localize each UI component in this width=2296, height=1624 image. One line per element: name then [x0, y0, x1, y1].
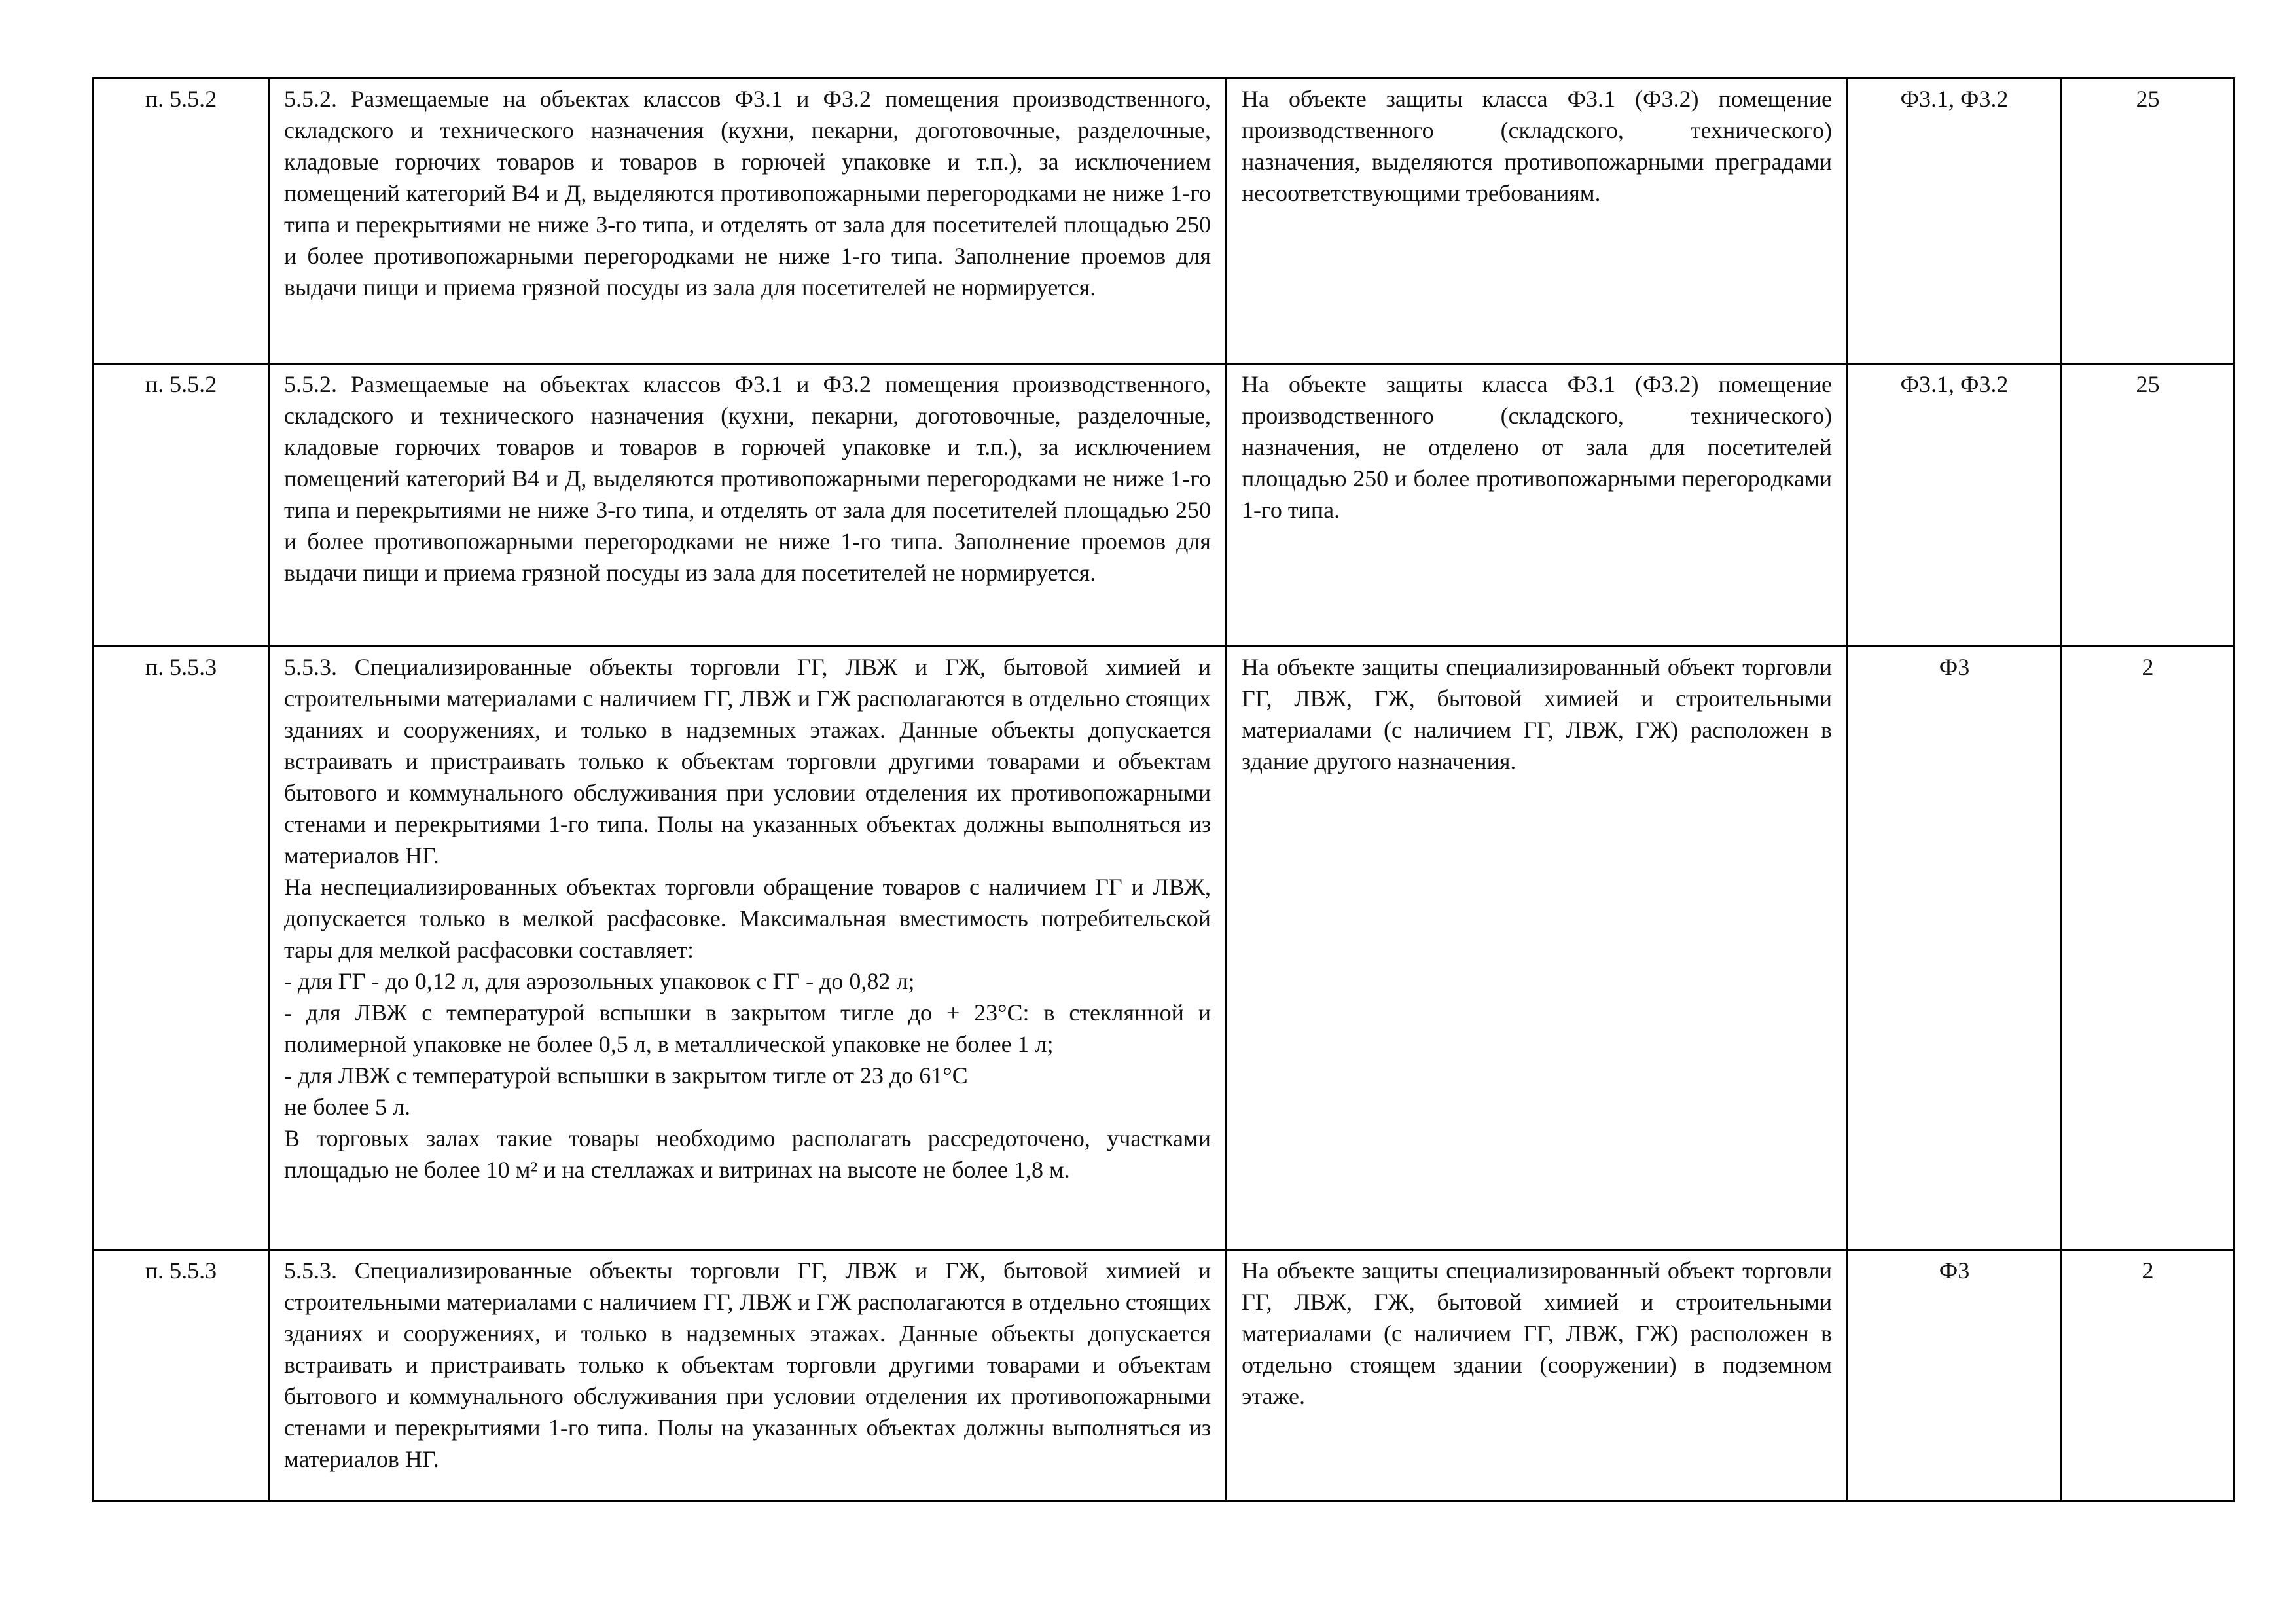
clause-reference: п. 5.5.2 — [94, 79, 269, 364]
requirement-text — [269, 1250, 1227, 1502]
clause-reference: п. 5.5.2 — [94, 364, 269, 647]
object-class: Ф3.1, Ф3.2 — [1848, 364, 2062, 647]
requirement-paragraph: - для ЛВЖ с температурой вспышки в закрытом тигле до + 23°С: в стеклянной и полимерной упаковке не более 0,5 л, в металлической упаковке не более 1 л; — [284, 1000, 1211, 1057]
requirement-paragraph: 5.5.3. Специализированные объекты торговли ГГ, ЛВЖ и ГЖ, бытовой химией и строительными материалами с наличием ГГ, ЛВЖ и ГЖ располагаются в отдельно стоящих зданиях и сооружениях, и только в надземных этажах. Данные объекты допускается встраивать и пристраивать только к объектам торговли другими товарами и объектам бытового и коммунального обслуживания при условии отделения их противопожарными стенами и перекрытиями 1-го типа. Полы на указанных объектах должны выполняться из материалов НГ. — [284, 1257, 1211, 1472]
risk-points: 2 — [2062, 1250, 2234, 1502]
requirement-paragraph: 5.5.2. Размещаемые на объектах классов Ф3.1 и Ф3.2 помещения производственного, складского и технического назначения (кухни, пекарни, доготовочные, разделочные, кладовые горючих товаров и товаров в горючей упаковке и т.п.), за исключением помещений категорий В4 и Д, выделяются противопожарными перегородками не ниже 1-го типа и перекрытиями не ниже 3-го типа, и отделять от зала для посетителей площадью 250 и более противопожарными перегородками не ниже 1-го типа. Заполнение проемов для выдачи пищи и приема грязной посуды из зала для посетителей не нормируется. — [284, 86, 1211, 300]
requirement-text — [269, 364, 1227, 647]
clause-reference: п. 5.5.3 — [94, 1250, 269, 1502]
object-class: Ф3.1, Ф3.2 — [1848, 79, 2062, 364]
table-row — [94, 79, 2234, 364]
requirement-paragraph: - для ЛВЖ с температурой вспышки в закрытом тигле от 23 до 61°С — [284, 1062, 968, 1089]
requirement-paragraph: не более 5 л. — [284, 1094, 410, 1120]
requirement-text — [269, 79, 1227, 364]
clause-reference: п. 5.5.3 — [94, 647, 269, 1250]
requirement-paragraph: 5.5.2. Размещаемые на объектах классов Ф3.1 и Ф3.2 помещения производственного, складского и технического назначения (кухни, пекарни, доготовочные, разделочные, кладовые горючих товаров и товаров в горючей упаковке и т.п.), за исключением помещений категорий В4 и Д, выделяются противопожарными перегородками не ниже 1-го типа и перекрытиями не ниже 3-го типа, и отделять от зала для посетителей площадью 250 и более противопожарными перегородками не ниже 1-го типа. Заполнение проемов для выдачи пищи и приема грязной посуды из зала для посетителей не нормируется. — [284, 371, 1211, 586]
requirement-text — [269, 647, 1227, 1250]
risk-points: 2 — [2062, 647, 2234, 1250]
requirement-paragraph: - для ГГ - до 0,12 л, для аэрозольных упаковок с ГГ - до 0,82 л; — [284, 968, 915, 994]
object-class: Ф3 — [1848, 647, 2062, 1250]
requirement-paragraph: В торговых залах такие товары необходимо располагать рассредоточено, участками площадью не более 10 м² и на стеллажах и витринах на высоте не более 1,8 м. — [284, 1125, 1211, 1183]
violation-description: На объекте защиты специализированный объект торговли ГГ, ЛВЖ, ГЖ, бытовой химией и строительными материалами (с наличием ГГ, ЛВЖ, ГЖ) расположен в здание другого назначения. — [1227, 647, 1848, 1250]
table-row — [94, 647, 2234, 1250]
object-class: Ф3 — [1848, 1250, 2062, 1502]
requirement-paragraph: На неспециализированных объектах торговли обращение товаров с наличием ГГ и ЛВЖ, допускается только в мелкой расфасовке. Максимальная вместимость потребительской тары для мелкой расфасовки составляет: — [284, 874, 1211, 963]
table-row — [94, 364, 2234, 647]
requirement-paragraph: 5.5.3. Специализированные объекты торговли ГГ, ЛВЖ и ГЖ, бытовой химией и строительными материалами с наличием ГГ, ЛВЖ и ГЖ располагаются в отдельно стоящих зданиях и сооружениях, и только в надземных этажах. Данные объекты допускается встраивать и пристраивать только к объектам торговли другими товарами и объектам бытового и коммунального обслуживания при условии отделения их противопожарными стенами и перекрытиями 1-го типа. Полы на указанных объектах должны выполняться из материалов НГ. — [284, 654, 1211, 869]
violation-description: На объекте защиты класса Ф3.1 (Ф3.2) помещение производственного (складского, технического) назначения, выделяются противопожарными преградами несоответствующими требованиям. — [1227, 79, 1848, 364]
violation-description: На объекте защиты специализированный объект торговли ГГ, ЛВЖ, ГЖ, бытовой химией и строительными материалами (с наличием ГГ, ЛВЖ, ГЖ) расположен в отдельно стоящем здании (сооружении) в подземном этаже. — [1227, 1250, 1848, 1502]
violations-table — [92, 77, 2235, 1502]
table-row — [94, 1250, 2234, 1502]
violation-description: На объекте защиты класса Ф3.1 (Ф3.2) помещение производственного (складского, технического) назначения, не отделено от зала для посетителей площадью 250 и более противопожарными перегородками 1-го типа. — [1227, 364, 1848, 647]
risk-points: 25 — [2062, 79, 2234, 364]
risk-points: 25 — [2062, 364, 2234, 647]
